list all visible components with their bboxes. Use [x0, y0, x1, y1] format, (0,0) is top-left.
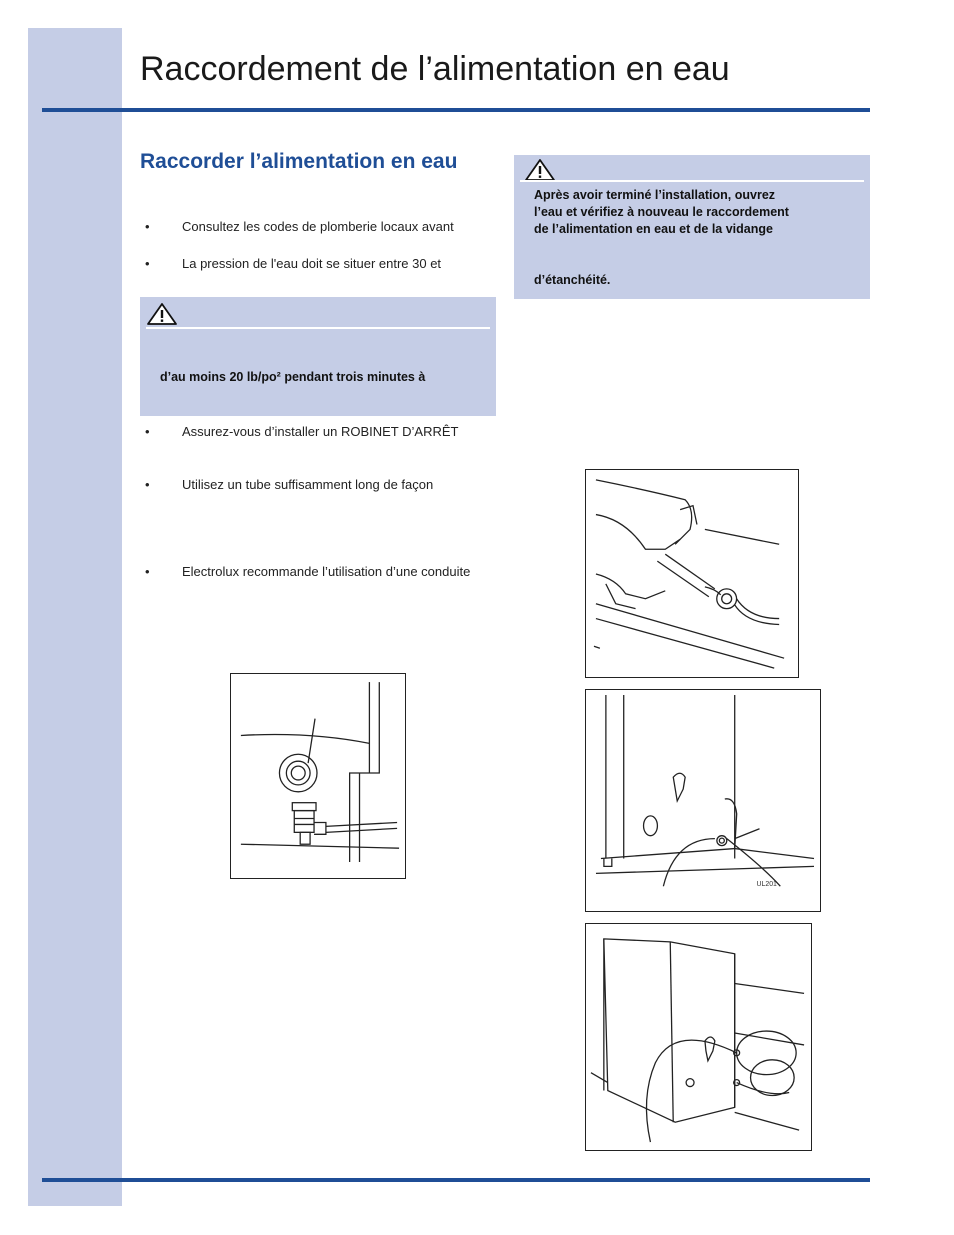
bullet-text: La pression de l'eau doit se situer entre 30 et	[182, 256, 442, 271]
warning-divider	[146, 327, 490, 329]
page-title: Raccordement de l’alimentation en eau	[140, 50, 730, 88]
bullet-item: • Consultez les codes de plomberie locaux avant	[145, 219, 454, 234]
warning-text-line: l’eau et vérifiez à nouveau le raccordement	[534, 205, 789, 219]
warning-box-right	[514, 155, 870, 299]
bullet-item: • Assurez-vous d’installer un ROBINET D’ARRÊT	[145, 424, 459, 439]
bullet-text: Electrolux recommande l’utilisation d’une conduite	[182, 564, 471, 579]
bullet-text: Consultez les codes de plomberie locaux avant	[182, 219, 454, 234]
figure-coiled-tubing	[585, 923, 812, 1151]
figure-inlet-fitting	[230, 673, 406, 879]
section-heading: Raccorder l’alimentation en eau	[140, 150, 458, 173]
figure-label: UL201	[756, 881, 777, 889]
bullet-item: • Electrolux recommande l’utilisation d’une conduite	[145, 564, 471, 579]
warning-text-line: d’étanchéité.	[534, 273, 611, 287]
warning-text-line: Après avoir terminé l’installation, ouvrez	[534, 188, 776, 202]
bullet-item: • Utilisez un tube suffisamment long de façon	[145, 477, 434, 492]
bottom-rule	[42, 1178, 870, 1182]
figure-rear-panel	[585, 689, 821, 912]
coiled-tubing-illustration	[586, 924, 811, 1150]
bullet-text: Utilisez un tube suffisamment long de façon	[182, 477, 434, 492]
warning-text: d’au moins 20 lb/po² pendant trois minutes à	[160, 370, 426, 384]
bullet-text: Assurez-vous d’installer un ROBINET D’ARRÊT	[182, 424, 459, 439]
inlet-fitting-illustration	[231, 674, 405, 878]
warning-divider	[520, 180, 864, 182]
wrench-tightening-illustration	[586, 470, 798, 677]
warning-triangle-icon	[146, 302, 178, 326]
figure-wrench-tightening	[585, 469, 799, 678]
warning-text-line: de l’alimentation en eau et de la vidange	[534, 222, 773, 236]
page-sidebar	[28, 28, 122, 1206]
warning-triangle-icon	[524, 158, 556, 182]
rear-panel-illustration	[586, 690, 820, 911]
warning-box-left	[140, 297, 496, 416]
bullet-item: • La pression de l'eau doit se situer entre 30 et	[145, 256, 442, 271]
top-rule	[42, 108, 870, 112]
